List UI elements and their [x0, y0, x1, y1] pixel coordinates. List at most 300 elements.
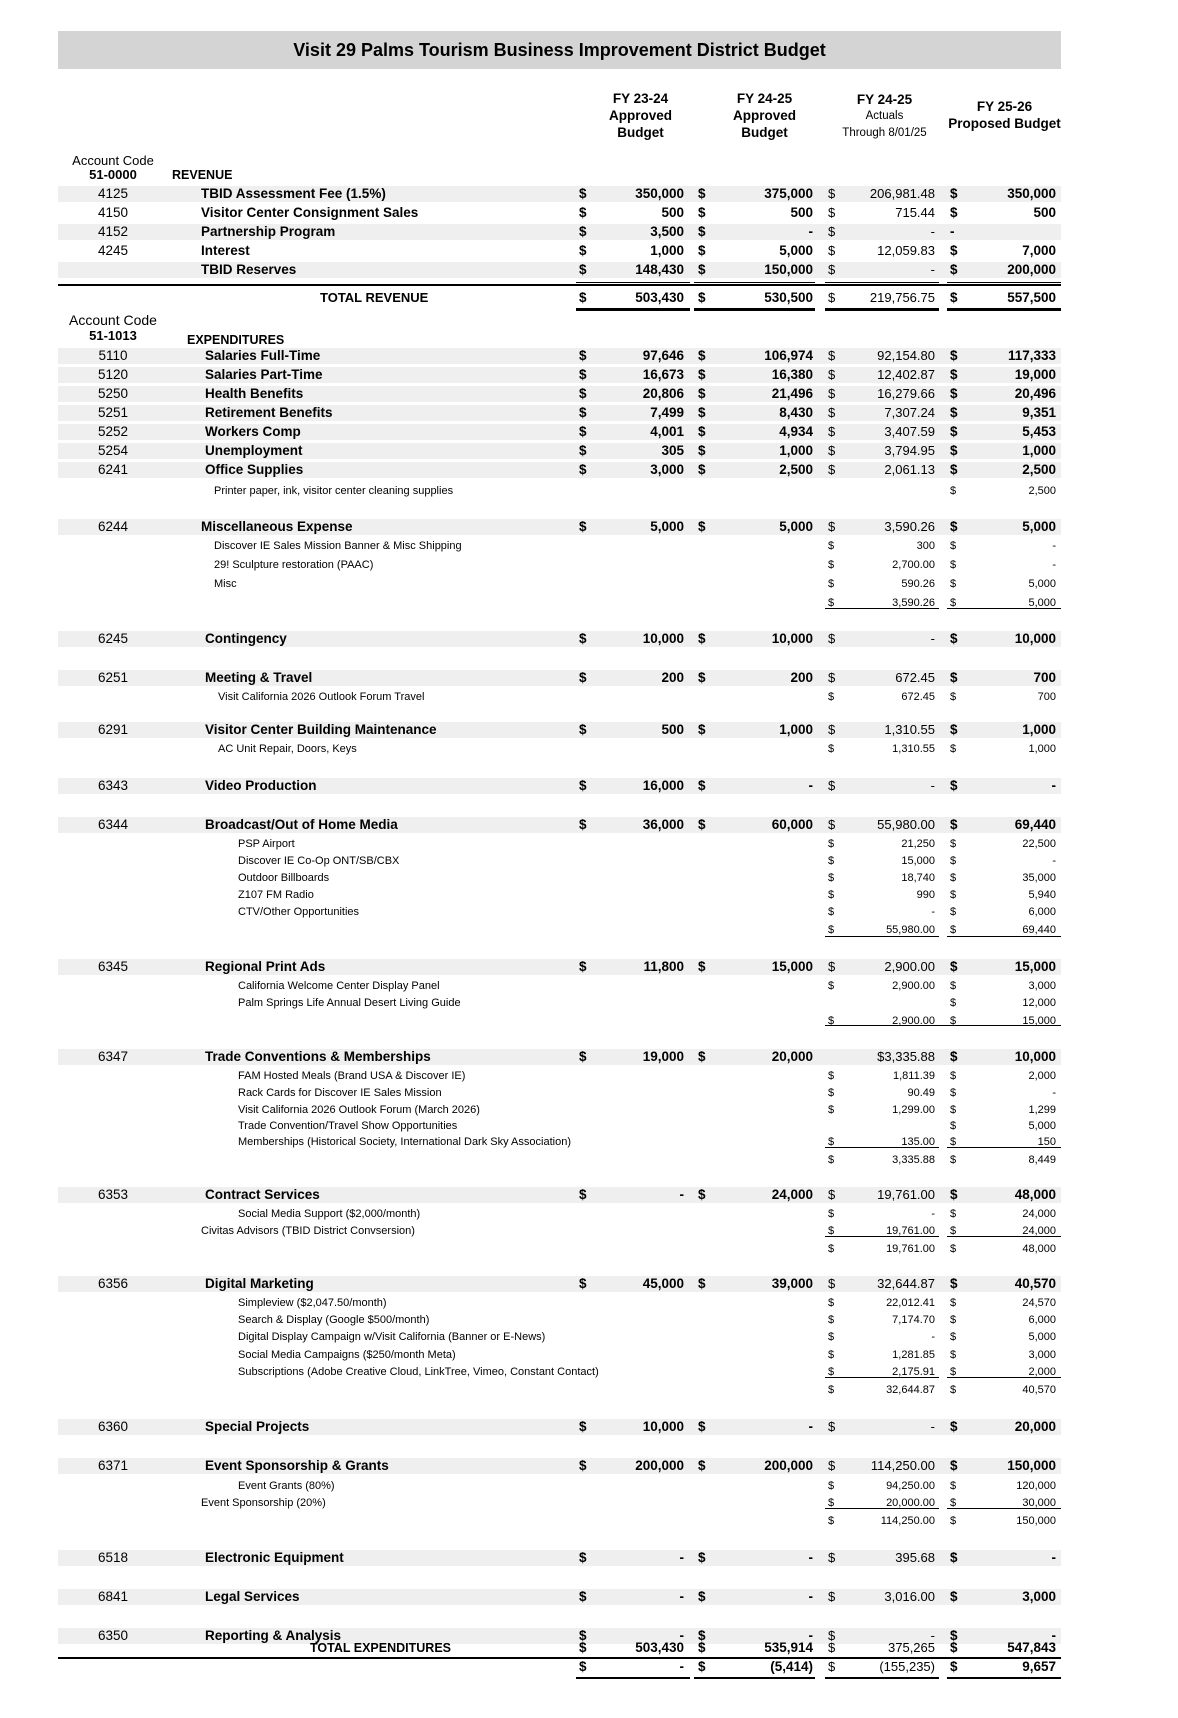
currency-symbol: $	[950, 262, 958, 277]
currency-symbol: $	[950, 348, 958, 363]
amount-c4: 1,000	[1028, 743, 1056, 755]
amount-c3: 22,012.41	[886, 1297, 935, 1309]
currency-symbol: $	[950, 889, 957, 901]
amount-c1: 500	[661, 722, 684, 737]
column-header-fy2425-approved	[707, 90, 822, 141]
amount-c4: 30,000	[1022, 1497, 1056, 1509]
amount-c3: 395.68	[895, 1550, 935, 1565]
line-item-label: Legal Services	[205, 1589, 300, 1604]
currency-symbol: $	[950, 578, 957, 590]
amount-c4: 120,000	[1016, 1480, 1056, 1492]
amount-c4: 9,351	[1022, 405, 1056, 420]
account-code-number: 51-0000	[89, 167, 137, 182]
line-item-label: Video Production	[205, 778, 317, 793]
currency-symbol: $	[828, 559, 835, 571]
amount-c3: -	[930, 778, 935, 793]
detail-label: FAM Hosted Meals (Brand USA & Discover IE)	[238, 1070, 466, 1082]
amount-c4: 547,843	[1007, 1640, 1056, 1655]
amount-c3: 1,299.00	[892, 1104, 935, 1116]
detail-label: Event Sponsorship (20%)	[201, 1497, 326, 1509]
amount-c4: -	[1051, 778, 1056, 793]
subtotal-underline	[947, 608, 1061, 609]
total-double-underline	[825, 308, 939, 311]
currency-symbol: $	[950, 1187, 958, 1202]
line-item-label: Workers Comp	[205, 424, 301, 439]
amount-c4: -	[1052, 1087, 1056, 1099]
currency-symbol: $	[698, 722, 706, 737]
currency-symbol: $	[828, 1243, 835, 1255]
currency-symbol: $	[828, 519, 836, 534]
currency-symbol: $	[828, 1628, 836, 1643]
page-title: Visit 29 Palms Tourism Business Improvement District Budget	[293, 40, 826, 60]
amount-c3: 375,265	[888, 1640, 935, 1655]
detail-label: Event Grants (80%)	[238, 1480, 335, 1492]
column-header-line: FY 24-25	[856, 92, 913, 107]
detail-label: Subscriptions (Adobe Creative Cloud, LinkTree, Vimeo, Constant Contact)	[238, 1366, 599, 1378]
amount-c3: -	[930, 631, 935, 646]
amount-c2: 200,000	[764, 1458, 813, 1473]
currency-symbol: $	[828, 1550, 836, 1565]
amount-c1: 16,000	[642, 778, 684, 793]
subtotal-underline	[825, 608, 939, 609]
currency-symbol: $	[828, 578, 835, 590]
account-code: 4125	[97, 186, 129, 201]
currency-symbol: $	[828, 778, 836, 793]
account-code: 6244	[97, 519, 129, 534]
currency-symbol: $	[828, 1136, 835, 1148]
amount-c2: 500	[790, 205, 813, 220]
currency-symbol: $	[579, 424, 587, 439]
amount-c4: 6,000	[1028, 906, 1056, 918]
currency-symbol: -	[950, 224, 955, 239]
detail-label: Memberships (Historical Society, International Dark Sky Association)	[238, 1136, 571, 1148]
amount-c3: 1,811.39	[892, 1070, 935, 1082]
currency-symbol: $	[828, 1087, 835, 1099]
account-code: 6344	[97, 817, 129, 832]
amount-c4: 22,500	[1022, 838, 1056, 850]
currency-symbol: $	[950, 485, 957, 497]
currency-symbol: $	[579, 1589, 587, 1604]
currency-symbol: $	[828, 889, 835, 901]
amount-c4: 3,000	[1028, 980, 1056, 992]
amount-c3: 21,250	[901, 838, 935, 850]
amount-c1: 19,000	[642, 1049, 684, 1064]
amount-c3: 7,307.24	[884, 405, 935, 420]
total-double-underline	[576, 308, 690, 311]
currency-symbol: $	[579, 205, 587, 220]
line-item-label: Contingency	[205, 631, 287, 646]
amount-c3: -	[930, 1419, 935, 1434]
amount-c4: 69,440	[1022, 924, 1056, 936]
section-title-revenue: REVENUE	[172, 168, 233, 182]
amount-c2: 10,000	[771, 631, 813, 646]
currency-symbol: $	[950, 631, 958, 646]
currency-symbol: $	[950, 1628, 958, 1643]
amount-c3: 20,000.00	[886, 1497, 935, 1509]
currency-symbol: $	[950, 924, 957, 936]
currency-symbol: $	[950, 443, 958, 458]
currency-symbol: $	[828, 405, 836, 420]
currency-symbol: $	[828, 1015, 835, 1027]
amount-c4: 7,000	[1022, 243, 1056, 258]
currency-symbol: $	[698, 1640, 706, 1655]
amount-c1: 10,000	[642, 1419, 684, 1434]
amount-c1: 97,646	[642, 348, 684, 363]
account-code: 6291	[97, 722, 129, 737]
amount-c4: 2,000	[1028, 1070, 1056, 1082]
amount-c4: 40,570	[1022, 1384, 1056, 1396]
currency-symbol: $	[950, 1276, 958, 1291]
amount-c4: 1,000	[1022, 443, 1056, 458]
amount-c2: 150,000	[764, 262, 813, 277]
currency-symbol: $	[579, 1049, 587, 1064]
amount-c4: 5,000	[1028, 1331, 1056, 1343]
amount-c3: 2,900.00	[892, 1015, 935, 1027]
amount-c3: 3,590.26	[884, 519, 935, 534]
account-code: 6353	[97, 1187, 129, 1202]
currency-symbol: $	[579, 224, 587, 239]
currency-symbol: $	[950, 1154, 957, 1166]
currency-symbol: $	[950, 722, 958, 737]
currency-symbol: $	[698, 1550, 706, 1565]
subtotal-underline	[825, 1377, 939, 1378]
amount-c3: 990	[916, 889, 935, 901]
currency-symbol: $	[698, 367, 706, 382]
amount-c3: 94,250.00	[886, 1480, 935, 1492]
detail-label: AC Unit Repair, Doors, Keys	[218, 743, 357, 755]
currency-symbol: $	[828, 1208, 835, 1220]
currency-symbol: $	[828, 1070, 835, 1082]
currency-symbol: $	[828, 290, 836, 305]
currency-symbol: $	[579, 1458, 587, 1473]
amount-c2: 5,000	[779, 519, 813, 534]
amount-c4: 5,000	[1022, 519, 1056, 534]
currency-symbol: $	[828, 1419, 836, 1434]
detail-label: CTV/Other Opportunities	[238, 906, 360, 918]
currency-symbol: $	[698, 186, 706, 201]
account-code-label: Account Code	[69, 312, 157, 328]
account-code: 6347	[97, 1049, 129, 1064]
amount-c2: -	[808, 1550, 813, 1565]
currency-symbol: $	[579, 386, 587, 401]
currency-symbol: $	[950, 872, 957, 884]
currency-symbol: $	[828, 1314, 835, 1326]
line-item-label: Visitor Center Building Maintenance	[205, 722, 437, 737]
currency-symbol: $	[828, 1640, 836, 1655]
amount-c4: 200,000	[1007, 262, 1056, 277]
line-item-label: Contract Services	[205, 1187, 320, 1202]
currency-symbol: $	[579, 1659, 587, 1674]
currency-symbol: $	[579, 443, 587, 458]
amount-c1: 503,430	[635, 290, 684, 305]
amount-c3: 12,402.87	[877, 367, 935, 382]
currency-symbol: $	[579, 290, 587, 305]
detail-label: Outdoor Billboards	[238, 872, 330, 884]
column-header-line: Proposed Budget	[948, 116, 1061, 131]
line-item-label: Miscellaneous Expense	[201, 519, 353, 534]
currency-symbol: $	[828, 1497, 835, 1509]
amount-c3: 672.45	[895, 670, 935, 685]
account-code: 6241	[97, 462, 129, 477]
amount-c1: 503,430	[635, 1640, 684, 1655]
amount-c4: 3,000	[1028, 1349, 1056, 1361]
currency-symbol: $	[828, 1458, 836, 1473]
currency-symbol: $	[950, 670, 958, 685]
detail-label: 29! Sculpture restoration (PAAC)	[214, 559, 374, 571]
currency-symbol: $	[950, 1497, 957, 1509]
currency-symbol: $	[950, 205, 958, 220]
amount-c2: 20,000	[771, 1049, 813, 1064]
currency-symbol: $	[950, 1070, 957, 1082]
currency-symbol: $	[950, 1419, 958, 1434]
currency-symbol: $	[950, 1589, 958, 1604]
currency-symbol: $	[950, 540, 957, 552]
column-header-line: Budget	[741, 125, 788, 140]
amount-c3: 219,756.75	[869, 290, 935, 305]
section-title-expenditures: EXPENDITURES	[187, 333, 285, 347]
line-item-label: Interest	[201, 243, 250, 258]
amount-c3: 590.26	[901, 578, 935, 590]
currency-symbol: $	[698, 1187, 706, 1202]
amount-c3: (155,235)	[879, 1659, 935, 1674]
amount-c4: 2,000	[1028, 1366, 1056, 1378]
currency-symbol: $	[828, 872, 835, 884]
amount-c3: -	[930, 1628, 935, 1643]
currency-symbol: $	[698, 1049, 706, 1064]
amount-c3: 3,016.00	[884, 1589, 935, 1604]
line-item-label: Trade Conventions & Memberships	[205, 1049, 431, 1064]
currency-symbol: $	[579, 1276, 587, 1291]
currency-symbol: $	[828, 722, 836, 737]
detail-label: Palm Springs Life Annual Desert Living Guide	[238, 997, 461, 1009]
subtotal-underline	[825, 1147, 939, 1148]
amount-c4: 15,000	[1022, 1015, 1056, 1027]
currency-symbol: $	[950, 1208, 957, 1220]
subtotal-underline	[825, 1236, 939, 1237]
amount-c1: -	[679, 1589, 684, 1604]
detail-label: Trade Convention/Travel Show Opportunities	[238, 1120, 458, 1132]
currency-symbol: $	[828, 205, 836, 220]
amount-c4: -	[1052, 540, 1056, 552]
amount-c4: -	[1052, 559, 1056, 571]
amount-c3: -	[931, 1208, 935, 1220]
amount-c2: 1,000	[779, 722, 813, 737]
amount-c3: -	[931, 1331, 935, 1343]
currency-symbol: $	[698, 205, 706, 220]
amount-c3: -	[930, 224, 935, 239]
amount-c4: 5,000	[1028, 1120, 1056, 1132]
amount-c2: 24,000	[771, 1187, 813, 1202]
amount-c2: 200	[790, 670, 813, 685]
currency-symbol: $	[698, 670, 706, 685]
currency-symbol: $	[950, 1243, 957, 1255]
account-code: 5251	[97, 405, 129, 420]
currency-symbol: $	[828, 462, 836, 477]
amount-c2: 106,974	[764, 348, 813, 363]
subtotal-underline	[694, 282, 815, 283]
amount-c2: 60,000	[771, 817, 813, 832]
amount-c1: 148,430	[635, 262, 684, 277]
subtotal-underline	[825, 936, 939, 937]
currency-symbol: $	[950, 838, 957, 850]
currency-symbol: $	[579, 462, 587, 477]
currency-symbol: $	[950, 424, 958, 439]
amount-c2: 39,000	[771, 1276, 813, 1291]
account-code: 5110	[98, 348, 128, 363]
detail-label: California Welcome Center Display Panel	[238, 980, 440, 992]
amount-c3: 92,154.80	[877, 348, 935, 363]
amount-c1: 500	[661, 205, 684, 220]
line-item-label: Regional Print Ads	[205, 959, 326, 974]
amount-c3: $3,335.88	[877, 1049, 935, 1064]
currency-symbol: $	[579, 1640, 587, 1655]
total-double-underline	[947, 1677, 1061, 1679]
currency-symbol: $	[698, 224, 706, 239]
amount-c4: 150,000	[1007, 1458, 1056, 1473]
account-code: 6350	[97, 1628, 129, 1643]
currency-symbol: $	[828, 959, 836, 974]
account-code: 6518	[97, 1550, 129, 1565]
amount-c2: 21,496	[771, 386, 813, 401]
subtotal-underline	[825, 1025, 1061, 1026]
currency-symbol: $	[828, 224, 836, 239]
currency-symbol: $	[950, 1349, 957, 1361]
amount-c3: 19,761.00	[886, 1225, 935, 1237]
amount-c4: 557,500	[1007, 290, 1056, 305]
currency-symbol: $	[950, 1297, 957, 1309]
subtotal-underline	[947, 1147, 1061, 1148]
amount-c3: -	[930, 262, 935, 277]
amount-c2: 15,000	[771, 959, 813, 974]
currency-symbol: $	[828, 1297, 835, 1309]
amount-c4: 35,000	[1022, 872, 1056, 884]
line-item-label: Broadcast/Out of Home Media	[205, 817, 398, 832]
amount-c1: 3,000	[650, 462, 684, 477]
amount-c1: 4,001	[650, 424, 684, 439]
amount-c1: 200,000	[635, 1458, 684, 1473]
amount-c1: -	[679, 1659, 684, 1674]
currency-symbol: $	[828, 243, 836, 258]
column-header-line: Through 8/01/25	[842, 127, 927, 139]
amount-c3: 18,740	[901, 872, 935, 884]
line-item-label: TBID Assessment Fee (1.5%)	[201, 186, 386, 201]
amount-c4: 48,000	[1014, 1187, 1056, 1202]
subtotal-underline	[825, 1508, 939, 1509]
amount-c2: (5,414)	[770, 1659, 813, 1674]
amount-c2: 8,430	[779, 405, 813, 420]
currency-symbol: $	[950, 186, 958, 201]
currency-symbol: $	[828, 597, 835, 609]
amount-c4: 2,500	[1022, 462, 1056, 477]
amount-c3: 3,335.88	[892, 1154, 935, 1166]
amount-c3: 12,059.83	[877, 243, 935, 258]
line-item-label: Digital Marketing	[205, 1276, 314, 1291]
currency-symbol: $	[828, 348, 836, 363]
currency-symbol: $	[950, 1515, 957, 1527]
subtotal-underline	[576, 282, 690, 283]
column-header-fy2526-proposed	[942, 98, 1067, 132]
currency-symbol: $	[698, 1628, 706, 1643]
amount-c1: 7,499	[650, 405, 684, 420]
currency-symbol: $	[828, 691, 835, 703]
amount-c3: 1,310.55	[892, 743, 935, 755]
currency-symbol: $	[950, 405, 958, 420]
amount-c3: 2,061.13	[884, 462, 935, 477]
detail-label: Social Media Support ($2,000/month)	[238, 1208, 421, 1220]
amount-c3: 16,279.66	[877, 386, 935, 401]
currency-symbol: $	[579, 1628, 587, 1643]
currency-symbol: $	[828, 817, 836, 832]
amount-c3: 300	[916, 540, 935, 552]
currency-symbol: $	[950, 243, 958, 258]
column-header-line: Actuals	[865, 110, 904, 122]
amount-c1: -	[679, 1628, 684, 1643]
currency-symbol: $	[950, 519, 958, 534]
amount-c1: -	[679, 1187, 684, 1202]
currency-symbol: $	[828, 1187, 836, 1202]
subtotal-underline	[947, 1508, 1061, 1509]
currency-symbol: $	[950, 367, 958, 382]
amount-c1: 5,000	[650, 519, 684, 534]
currency-symbol: $	[698, 424, 706, 439]
amount-c4: 5,940	[1028, 889, 1056, 901]
currency-symbol: $	[579, 186, 587, 201]
currency-symbol: $	[698, 443, 706, 458]
amount-c4: 9,657	[1022, 1659, 1056, 1674]
currency-symbol: $	[828, 1104, 835, 1116]
currency-symbol: $	[828, 1589, 836, 1604]
amount-c4: 500	[1033, 205, 1056, 220]
line-item-label: Retirement Benefits	[205, 405, 333, 420]
amount-c4: 5,000	[1028, 578, 1056, 590]
subtotal-underline	[825, 282, 939, 283]
currency-symbol: $	[950, 597, 957, 609]
currency-symbol: $	[950, 1640, 958, 1655]
total-double-underline	[825, 1677, 939, 1679]
amount-c3: 114,250.00	[880, 1515, 935, 1527]
line-item-label: Event Sponsorship & Grants	[205, 1458, 389, 1473]
currency-symbol: $	[828, 424, 836, 439]
amount-c4: 15,000	[1014, 959, 1056, 974]
currency-symbol: $	[950, 1480, 957, 1492]
currency-symbol: $	[579, 959, 587, 974]
amount-c1: 200	[661, 670, 684, 685]
amount-c4: 12,000	[1022, 997, 1056, 1009]
amount-c3: 15,000	[901, 855, 935, 867]
currency-symbol: $	[950, 1104, 957, 1116]
amount-c1: 36,000	[642, 817, 684, 832]
currency-symbol: $	[828, 367, 836, 382]
amount-c3: 3,794.95	[884, 443, 935, 458]
account-code: 6343	[97, 778, 129, 793]
currency-symbol: $	[950, 1384, 957, 1396]
currency-symbol: $	[579, 243, 587, 258]
currency-symbol: $	[828, 924, 835, 936]
currency-symbol: $	[828, 1349, 835, 1361]
currency-symbol: $	[828, 1276, 836, 1291]
amount-c4: -	[1051, 1550, 1056, 1565]
currency-symbol: $	[698, 1458, 706, 1473]
currency-symbol: $	[828, 1331, 835, 1343]
detail-label: Misc	[214, 578, 237, 590]
currency-symbol: $	[950, 559, 957, 571]
amount-c4: 350,000	[1007, 186, 1056, 201]
subtotal-underline	[947, 1377, 1061, 1378]
currency-symbol: $	[828, 186, 836, 201]
subtotal-underline	[947, 282, 1061, 283]
currency-symbol: $	[579, 670, 587, 685]
currency-symbol: $	[950, 1120, 957, 1132]
